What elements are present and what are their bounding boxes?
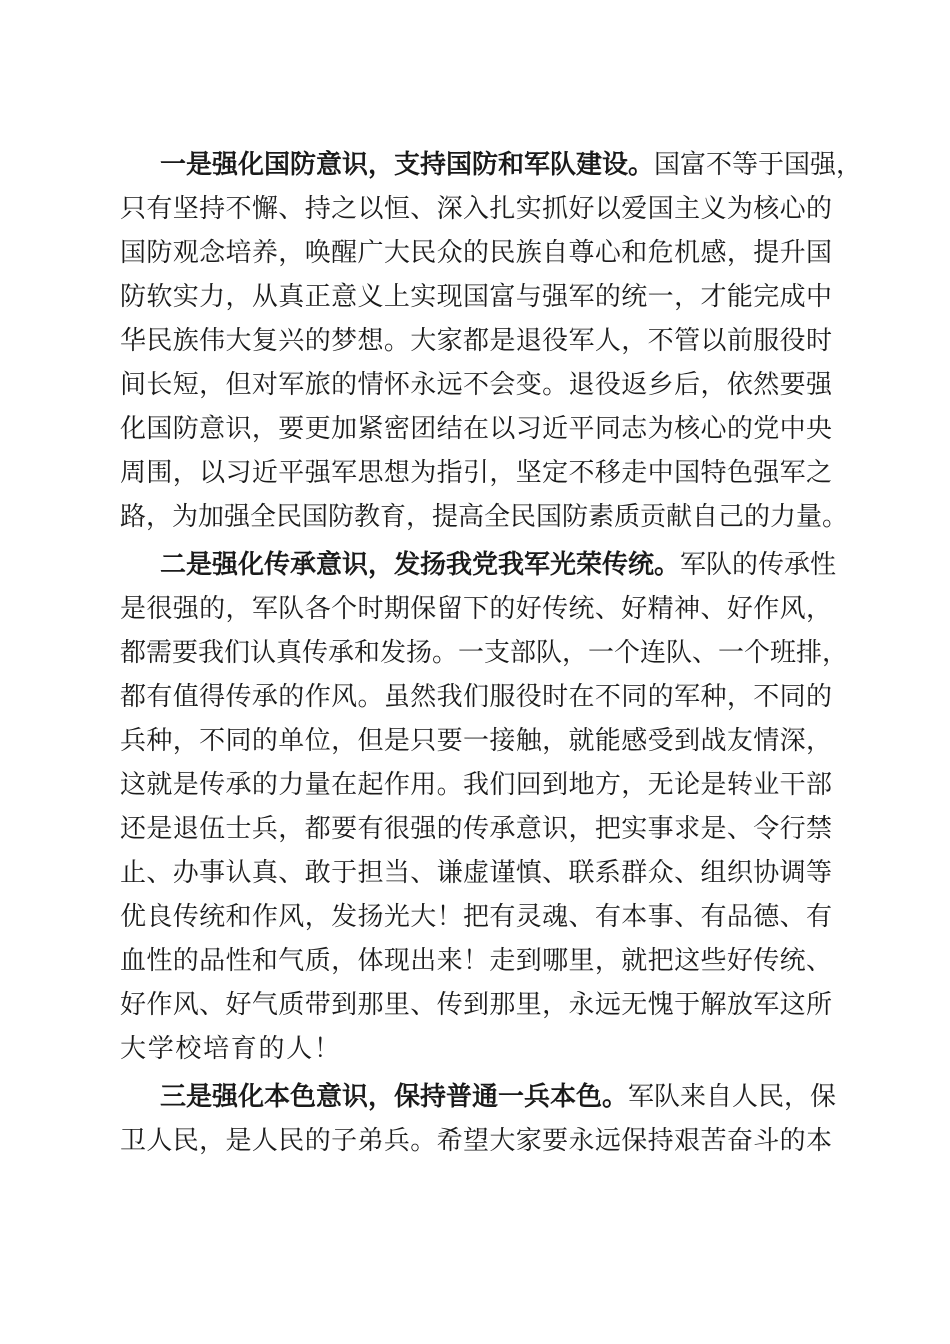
paragraph-2-line-3: 都需要我们认真传承和发扬。一支部队，一个连队、一个班排， [120,638,849,668]
paragraph-1-line-9: 路，为加强全民国防教育，提高全民国防素质贡献自己的力量。 [120,502,849,532]
paragraph-1-line-7: 化国防意识，要更加紧密团结在以习近平同志为核心的党中央 [120,414,832,444]
paragraph-2-lead: 二是强化传承意识，发扬我党我军光荣传统。 [160,550,681,580]
paragraph-2-line-10: 血性的品性和气质，体现出来！走到哪里，就把这些好传统、 [120,946,832,976]
paragraph-3-lead: 三是强化本色意识，保持普通一兵本色。 [160,1082,629,1112]
paragraph-3-text: 军队来自人民，保 [628,1082,837,1112]
paragraph-3-line-2: 卫人民，是人民的子弟兵。希望大家要永远保持艰苦奋斗的本 [120,1126,832,1156]
paragraph-1-line-1 [160,145,863,185]
paragraph-1-text: 国富不等于国强， [654,150,863,180]
paragraph-1-lead: 一是强化国防意识，支持国防和军队建设。 [160,150,655,180]
paragraph-1-line-8: 周围，以习近平强军思想为指引，坚定不移走中国特色强军之 [120,458,832,488]
paragraph-2-line-1 [160,545,837,585]
paragraph-2-line-11: 好作风、好气质带到那里、传到那里，永远无愧于解放军这所 [120,990,832,1020]
paragraph-2-line-12: 大学校培育的人！ [120,1034,342,1064]
paragraph-2-line-9: 优良传统和作风，发扬光大！把有灵魂、有本事、有品德、有 [120,902,832,932]
paragraph-1-line-2: 只有坚持不懈、持之以恒、深入扎实抓好以爱国主义为核心的 [120,194,832,224]
paragraph-2-line-8: 止、办事认真、敢于担当、谦虚谨慎、联系群众、组织协调等 [120,858,832,888]
paragraph-2-text: 军队的传承性 [680,550,837,580]
paragraph-1-line-4: 防软实力，从真正意义上实现国富与强军的统一，才能完成中 [120,282,832,312]
paragraph-2-line-5: 兵种，不同的单位，但是只要一接触，就能感受到战友情深， [120,726,832,756]
paragraph-1-line-5: 华民族伟大复兴的梦想。大家都是退役军人，不管以前服役时 [120,326,832,356]
paragraph-2-line-7: 还是退伍士兵，都要有很强的传承意识，把实事求是、令行禁 [120,814,832,844]
paragraph-1-line-3: 国防观念培养，唤醒广大民众的民族自尊心和危机感，提升国 [120,238,832,268]
paragraph-3-line-1 [160,1077,837,1117]
paragraph-2-line-6: 这就是传承的力量在起作用。我们回到地方，无论是转业干部 [120,770,832,800]
paragraph-1-line-6: 间长短，但对军旅的情怀永远不会变。退役返乡后，依然要强 [120,370,832,400]
paragraph-2-line-4: 都有值得传承的作风。虽然我们服役时在不同的军种，不同的 [120,682,832,712]
paragraph-2-line-2: 是很强的，军队各个时期保留下的好传统、好精神、好作风， [120,594,832,624]
